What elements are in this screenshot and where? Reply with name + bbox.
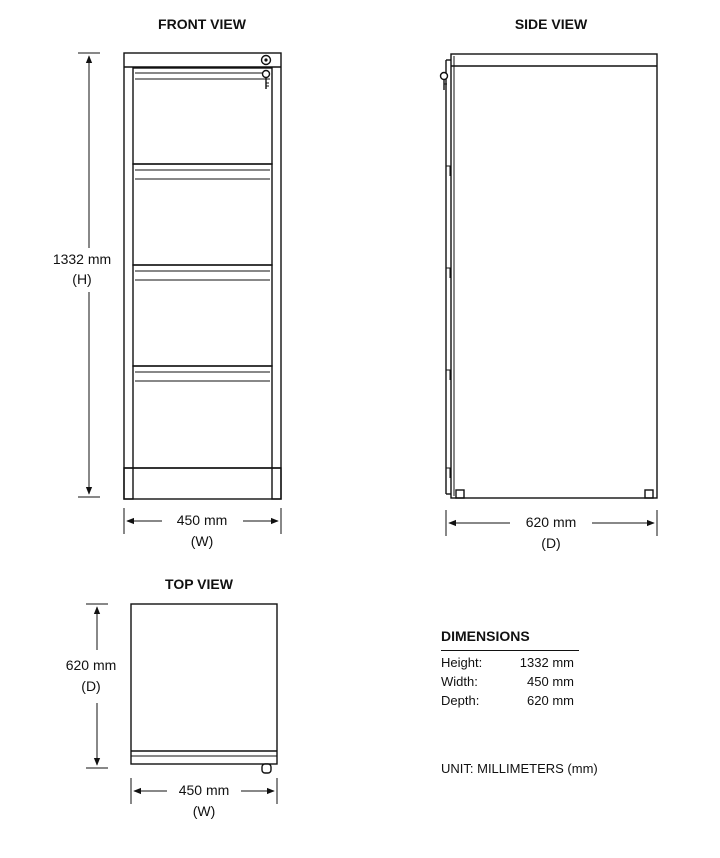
top-width-symbol: (W) bbox=[192, 803, 216, 819]
unit-note: UNIT: MILLIMETERS (mm) bbox=[441, 761, 598, 776]
front-height-symbol: (H) bbox=[72, 271, 92, 287]
top-depth-value: 620 mm bbox=[65, 657, 117, 673]
front-view-title: FRONT VIEW bbox=[158, 16, 246, 32]
front-height-value: 1332 mm bbox=[52, 251, 112, 267]
top-depth-symbol: (D) bbox=[81, 678, 101, 694]
side-depth-dimension bbox=[446, 510, 657, 551]
front-width-symbol: (W) bbox=[190, 533, 214, 549]
top-width-dimension bbox=[131, 778, 277, 819]
dimension-label: Width: bbox=[441, 674, 478, 689]
dimensions-title: DIMENSIONS bbox=[441, 628, 579, 651]
dimension-row-width bbox=[441, 674, 574, 689]
dimension-row-height bbox=[441, 655, 574, 670]
front-drawer-2 bbox=[133, 164, 272, 265]
dimensions-panel bbox=[441, 628, 591, 708]
front-width-value: 450 mm bbox=[176, 512, 228, 528]
dimension-value: 620 mm bbox=[527, 693, 574, 708]
front-width-dimension bbox=[124, 508, 281, 549]
front-view bbox=[53, 16, 281, 549]
side-depth-value: 620 mm bbox=[525, 514, 577, 530]
front-drawer-1 bbox=[133, 68, 272, 164]
dimension-label: Depth: bbox=[441, 693, 480, 708]
lock-icon bbox=[262, 56, 271, 65]
top-view-title: TOP VIEW bbox=[165, 576, 233, 592]
key-icon bbox=[263, 71, 270, 90]
top-depth-dimension bbox=[66, 604, 117, 768]
top-view bbox=[66, 576, 277, 819]
top-width-value: 450 mm bbox=[178, 782, 230, 798]
front-height-dimension bbox=[53, 53, 111, 497]
top-cabinet bbox=[131, 604, 277, 773]
side-depth-symbol: (D) bbox=[541, 535, 561, 551]
front-drawer-4 bbox=[133, 366, 272, 468]
dimension-row-depth bbox=[441, 693, 574, 708]
dimension-value: 450 mm bbox=[527, 674, 574, 689]
side-view bbox=[441, 16, 658, 551]
dimension-value: 1332 mm bbox=[519, 655, 574, 670]
front-drawer-3 bbox=[133, 265, 272, 366]
dimension-label: Height: bbox=[441, 655, 483, 670]
side-view-title: SIDE VIEW bbox=[514, 16, 588, 32]
side-cabinet bbox=[441, 54, 658, 498]
front-cabinet bbox=[124, 53, 281, 499]
